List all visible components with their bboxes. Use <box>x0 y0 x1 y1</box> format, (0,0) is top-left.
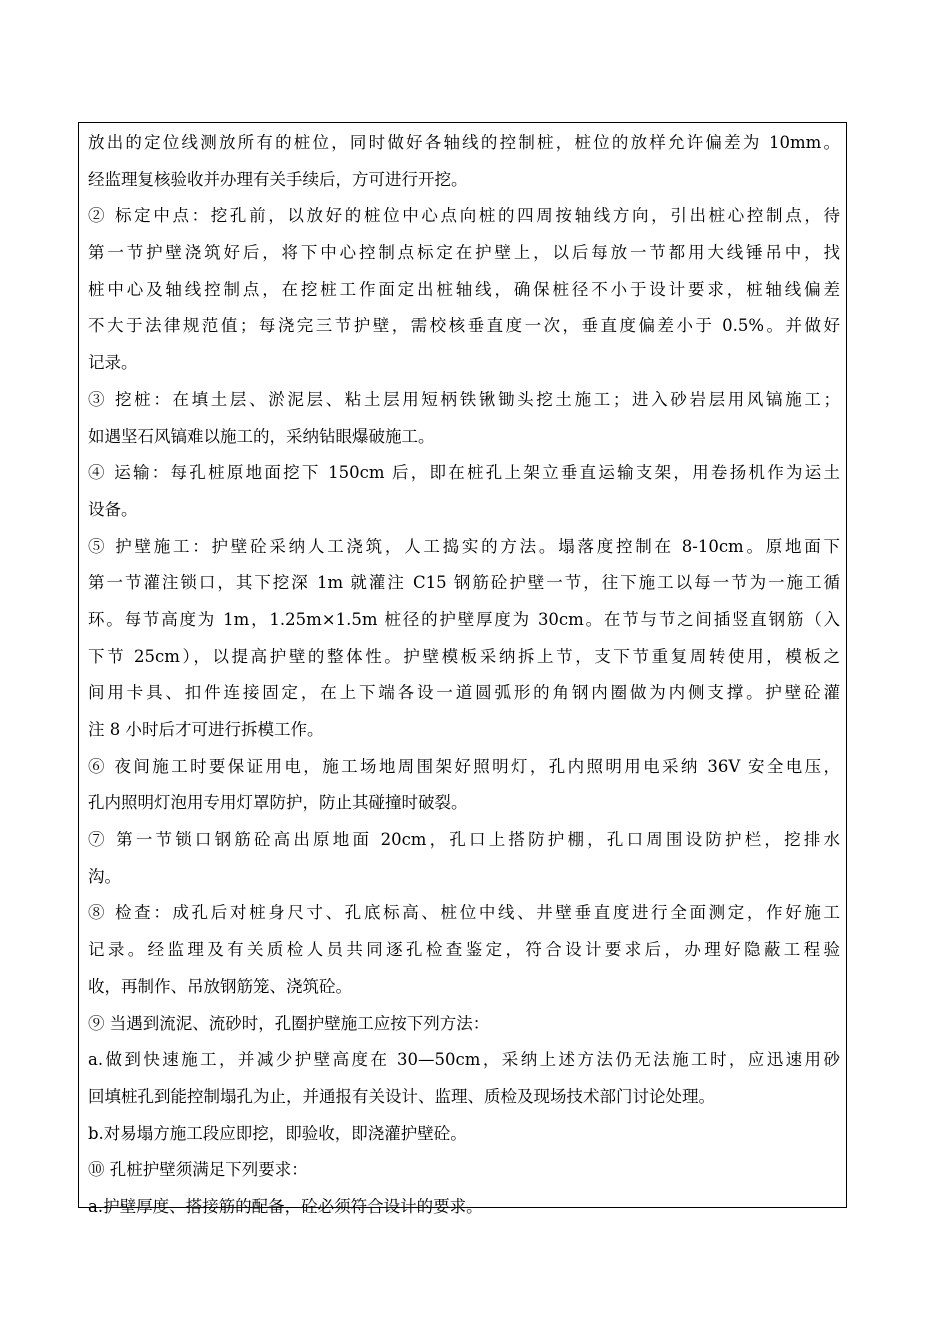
text-line: ④ 运输：每孔桩原地面挖下 150cm 后，即在桩孔上架立垂直运输支架，用卷扬机作为运土 <box>88 463 840 483</box>
text-line: 孔内照明灯泡用专用灯罩防护，防止其碰撞时破裂。 <box>88 793 468 813</box>
text-line: ⑨ 当遇到流泥、流砂时，孔圈护壁施工应按下列方法： <box>88 1013 490 1033</box>
text-line: ⑥ 夜间施工时要保证用电，施工场地周围架好照明灯，孔内照明用电采纳 36V 安全电压， <box>88 756 840 776</box>
text-line: 不大于法律规范值；每浇完三节护壁，需校核垂直度一次，垂直度偏差小于 0.5%。并做好 <box>88 316 840 336</box>
text-line: 环。每节高度为 1m，1.25m×1.5m 桩径的护壁厚度为 30cm。在节与节之间插竖直钢筋（入 <box>88 609 840 629</box>
text-line: 记录。 <box>88 353 138 373</box>
text-line: 经监理复核验收并办理有关手续后，方可进行开挖。 <box>88 169 468 189</box>
text-line: ② 标定中点：挖孔前，以放好的桩位中心点向桩的四周按轴线方向，引出桩心控制点，待 <box>88 206 840 226</box>
document-table-cell <box>78 122 847 1216</box>
text-line: ⑧ 检查：成孔后对桩身尺寸、孔底标高、桩位中线、井壁垂直度进行全面测定，作好施工 <box>88 903 840 923</box>
text-line: 下节 25cm），以提高护壁的整体性。护壁模板采纳拆上节，支下节重复周转使用，模板之 <box>88 646 840 666</box>
text-line: 收，再制作、吊放钢筋笼、浇筑砼。 <box>88 976 352 996</box>
text-line: b.对易塌方施工段应即挖，即验收，即浇灌护壁砼。 <box>88 1123 467 1143</box>
text-line: 记录。经监理及有关质检人员共同逐孔检查鉴定，符合设计要求后，办理好隐蔽工程验 <box>88 940 840 960</box>
text-line: ⑦ 第一节锁口钢筋砼高出原地面 20cm，孔口上搭防护棚，孔口周围设防护栏，挖排水 <box>88 830 840 850</box>
text-line: 放出的定位线测放所有的桩位，同时做好各轴线的控制桩，桩位的放样允许偏差为 10mm。 <box>88 133 840 152</box>
text-line: a.护壁厚度、搭接筋的配备，砼必须符合设计的要求。 <box>88 1196 483 1216</box>
text-line: a.做到快速施工，并减少护壁高度在 30—50cm，采纳上述方法仍无法施工时，应迅速用砂 <box>88 1050 840 1070</box>
text-line: 沟。 <box>88 866 121 886</box>
text-line: 第一节护壁浇筑好后，将下中心控制点标定在护壁上，以后每放一节都用大线锤吊中，找 <box>88 243 840 263</box>
text-line: 如遇坚石风镐难以施工的，采纳钻眼爆破施工。 <box>88 426 435 446</box>
text-line: 注 8 小时后才可进行拆模工作。 <box>88 720 324 739</box>
text-line: 桩中心及轴线控制点，在挖桩工作面定出桩轴线，确保桩径不小于设计要求，桩轴线偏差 <box>88 279 840 299</box>
text-line: ⑤ 护壁施工：护壁砼采纳人工浇筑，人工捣实的方法。塌落度控制在 8-10cm。原地面下 <box>88 536 840 556</box>
text-line: 间用卡具、扣件连接固定，在上下端各设一道圆弧形的角钢内圈做为内侧支撑。护壁砼灌 <box>88 683 840 703</box>
text-line: ⑩ 孔桩护壁须满足下列要求： <box>88 1160 308 1180</box>
text-line: 回填桩孔到能控制塌孔为止，并通报有关设计、监理、质检及现场技术部门讨论处理。 <box>88 1086 715 1106</box>
text-line: 第一节灌注锁口，其下挖深 1m 就灌注 C15 钢筋砼护壁一节，往下施工以每一节为一施工循 <box>88 573 840 593</box>
text-line: ③ 挖桩：在填土层、淤泥层、粘土层用短柄铁锹锄头挖土施工；进入砂岩层用风镐施工； <box>88 389 840 409</box>
text-line: 设备。 <box>88 499 138 519</box>
